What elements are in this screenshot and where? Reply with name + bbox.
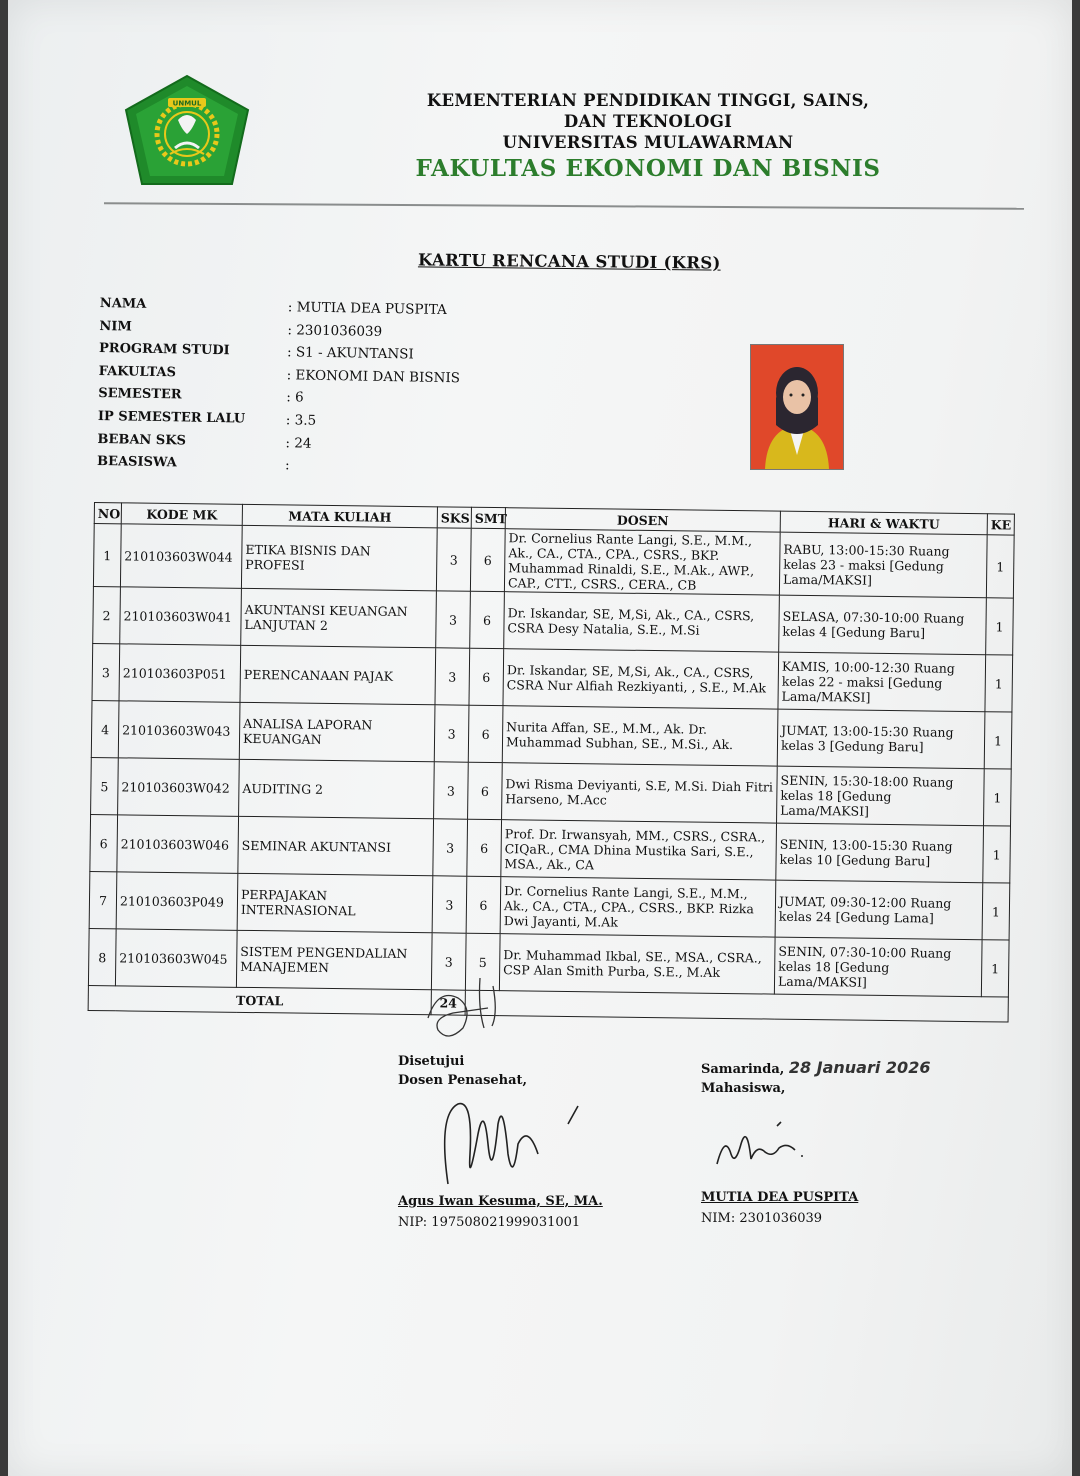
cell-dosen: Dr. Cornelius Rante Langi, S.E., M.M., Ak., CA., CTA., CPA., CSRS., BKP. Rizka Dwi Jayanti, M.Ak [500,877,776,937]
faculty-name: FAKULTAS EKONOMI DAN BISNIS [415,155,881,182]
table-row [93,524,1014,599]
cell-kode: 210103603W046 [117,815,239,874]
cell-no: 4 [91,700,119,757]
cell-no: 1 [93,524,121,587]
cell-sks: 3 [435,648,470,705]
cell-mk: AKUNTANSI KEUANGAN LANJUTAN 2 [241,588,437,647]
info-value: : 6 [286,389,304,406]
cell-ke: 1 [985,655,1013,712]
document-sheet [8,0,1072,1476]
cell-mk: SISTEM PENGENDALIAN MANAJEMEN [236,930,432,989]
student-photo [750,344,844,470]
cell-waktu: JUMAT, 13:00-15:30 Ruang kelas 3 [Gedung Baru] [777,709,985,769]
student-role: Mahasiswa, [701,1081,786,1096]
document-title: KARTU RENCANA STUDI (KRS) [417,250,721,273]
cell-ke: 1 [982,883,1010,940]
cell-sks: 3 [432,876,467,933]
advisor-role: Dosen Penasehat, [398,1073,528,1088]
cell-mk: ANALISA LAPORAN KEUANGAN [239,702,435,761]
col-header-mk: MATA KULIAH [242,504,437,527]
cell-sks: 3 [436,528,471,591]
info-value: : 2301036039 [287,321,383,340]
university-name: UNIVERSITAS MULAWARMAN [502,133,794,152]
col-header-kode: KODE MK [121,503,242,526]
cell-mk: ETIKA BISNIS DAN PROFESI [241,525,437,590]
col-header-dosen: DOSEN [505,508,780,532]
cell-dosen: Prof. Dr. Irwansyah, MM., CSRS., CSRA., CIQaR., CMA Dhina Mustika Sari, S.E., MSA., Ak., CA [501,820,777,880]
info-label: PROGRAM STUDI [98,341,230,359]
cell-smt: 6 [466,876,501,933]
cell-smt: 6 [470,528,505,591]
info-value: : 24 [285,434,312,452]
total-label: TOTAL [88,985,431,1014]
cell-smt: 6 [468,705,503,762]
cell-no: 2 [93,586,121,643]
cell-dosen: Dr. Muhammad Ikbal, SE., MSA., CSRA., CSP Alan Smith Purba, S.E., M.Ak [499,934,775,994]
place-date-line [701,1058,930,1077]
student-info [96,296,461,477]
cell-waktu: SENIN, 07:30-10:00 Ruang kelas 18 [Gedung Lama/MAKSI] [774,937,982,997]
handwritten-date: 28 Januari 2026 [788,1058,931,1077]
initial-paraf [418,968,528,1048]
cell-dosen: Dr. Iskandar, SE, M,Si, Ak., CA., CSRS, CSRA Desy Natalia, S.E., M.Si [504,592,780,652]
cell-kode: 210103603W043 [118,701,240,760]
cell-ke: 1 [984,712,1012,769]
cell-smt: 6 [467,819,502,876]
krs-table [88,502,1015,1023]
cell-no: 8 [88,928,116,985]
cell-mk: PERPAJAKAN INTERNASIONAL [237,873,433,932]
cell-sks: 3 [433,819,468,876]
cell-ke: 1 [981,940,1009,997]
cell-smt: 5 [465,933,500,990]
cell-sks: 3 [436,591,471,648]
cell-mk: SEMINAR AKUNTANSI [238,816,434,875]
info-label: BEASISWA [96,454,177,471]
approved-label: Disetujui [398,1054,465,1069]
cell-kode: 210103603P049 [116,872,238,931]
info-value: : MUTIA DEA PUSPITA [287,299,447,319]
info-label: SEMESTER [98,386,182,403]
cell-mk: AUDITING 2 [239,759,435,818]
cell-smt: 6 [470,591,505,648]
cell-ke: 1 [986,598,1014,655]
cell-mk: PERENCANAAN PAJAK [240,645,436,704]
university-logo [120,72,254,188]
cell-no: 7 [89,871,117,928]
cell-ke: 1 [986,535,1014,598]
place-label: Samarinda, [701,1062,785,1077]
col-header-waktu: HARI & WAKTU [780,511,987,535]
info-value: : S1 - AKUNTANSI [286,344,414,363]
info-label: FAKULTAS [98,363,177,381]
cell-kode: 210103603W042 [118,758,240,817]
col-header-no: NO [94,503,121,524]
cell-waktu: KAMIS, 10:00-12:30 Ruang kelas 22 - maksi [Gedung Lama/MAKSI] [778,652,986,712]
advisor-nip: NIP: 197508021999031001 [398,1215,581,1230]
cell-waktu: SENIN, 13:00-15:30 Ruang kelas 10 [Gedung Baru] [776,823,984,883]
advisor-name: Agus Iwan Kesuma, SE, MA. [398,1194,603,1209]
advisor-signature-block [398,1054,618,1230]
cell-waktu: SELASA, 07:30-10:00 Ruang kelas 4 [Gedung Baru] [779,595,987,655]
cell-sks: 3 [434,762,469,819]
cell-dosen: Dr. Cornelius Rante Langi, S.E., M.M., Ak., CA., CTA., CPA., CSRS., BKP. Muhammad Rinaldi, S.E., M.Ak., AWP., CAP., CTT., CSRS., CERA., CB [504,529,780,595]
cell-ke: 1 [983,826,1011,883]
ministry-line-1: KEMENTERIAN PENDIDIKAN TINGGI, SAINS, [426,91,870,110]
col-header-smt: SMT [471,507,505,528]
cell-dosen: Nurita Affan, SE., M.M., Ak. Dr. Muhammad Subhan, SE., M.Si., Ak. [502,706,778,766]
advisor-signature [418,1094,618,1194]
cell-kode: 210103603P051 [119,644,241,703]
cell-kode: 210103603W041 [120,587,242,646]
cell-dosen: Dr. Iskandar, SE, M,Si, Ak., CA., CSRS, CSRA Nur Alfiah Rezkiyanti, , S.E., M.Ak [503,649,779,709]
institution-header [388,90,908,182]
cell-waktu: JUMAT, 09:30-12:00 Ruang kelas 24 [Gedung Lama] [775,880,983,940]
logo-text: UNMUL [172,99,202,108]
cell-ke: 1 [984,769,1012,826]
cell-waktu: RABU, 13:00-15:30 Ruang kelas 23 - maksi [Gedung Lama/MAKSI] [779,532,987,598]
student-signature-block [701,1058,930,1226]
info-label: BEBAN SKS [97,431,187,449]
cell-smt: 6 [469,648,504,705]
header-divider [104,202,1024,210]
info-label: NAMA [99,296,147,312]
cell-waktu: SENIN, 15:30-18:00 Ruang kelas 18 [Gedung Lama/MAKSI] [777,766,985,826]
info-value: : 3.5 [285,412,317,429]
info-value: : [284,457,290,474]
col-header-sks: SKS [437,507,471,528]
krs-table-wrapper [88,502,1014,1023]
student-signature [707,1104,867,1194]
ministry-line-2: DAN TEKNOLOGI [563,112,733,131]
cell-dosen: Dwi Risma Deviyanti, S.E, M.Si. Diah Fitri Harseno, M.Acc [502,763,778,823]
cell-kode: 210103603W044 [120,524,242,589]
cell-kode: 210103603W045 [115,929,237,988]
col-header-ke: KE [987,514,1014,535]
cell-no: 3 [92,643,120,700]
cell-smt: 6 [468,762,503,819]
info-value: : EKONOMI DAN BISNIS [286,367,461,387]
info-label: IP SEMESTER LALU [97,408,246,427]
info-label: NIM [99,318,132,335]
cell-sks: 3 [434,705,469,762]
student-nim: NIM: 2301036039 [701,1211,823,1226]
student-name: MUTIA DEA PUSPITA [701,1190,859,1205]
total-sks: 24 [431,990,465,1015]
cell-sks: 3 [431,933,466,990]
cell-no: 5 [91,757,119,814]
cell-no: 6 [90,814,118,871]
